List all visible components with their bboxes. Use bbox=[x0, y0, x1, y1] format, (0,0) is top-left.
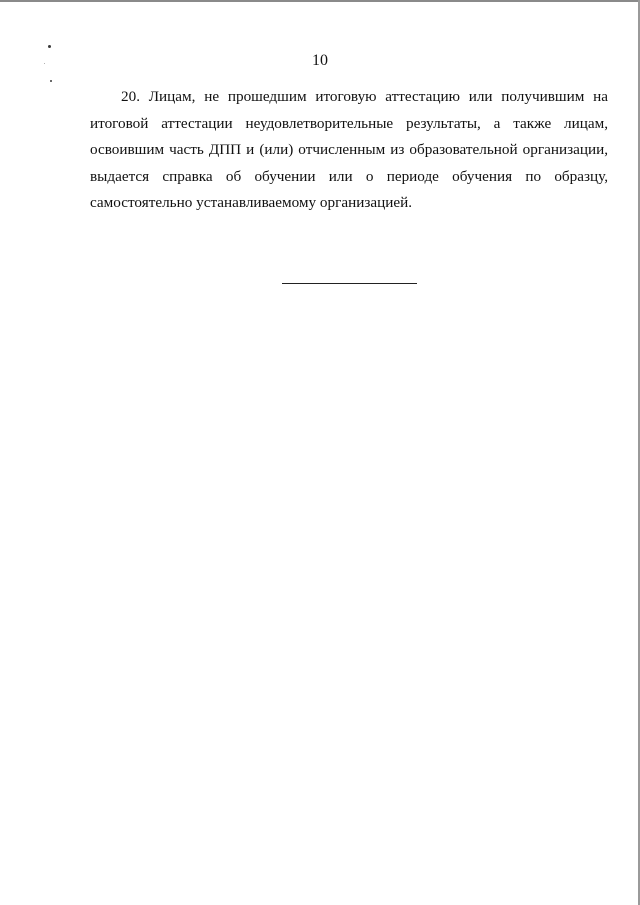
scan-top-edge bbox=[0, 0, 640, 2]
scan-speck bbox=[50, 80, 52, 82]
paragraph-20: 20. Лицам, не прошедшим итоговую аттестацию или получившим на итоговой аттестации неудовлетворительные результаты, а также лицам, освоившим часть ДПП и (или) отчисленным из образовательной организации, выдается справка об обучении или о периоде обучения по образцу, самостоятельно устанавливаемому организацией. bbox=[90, 88, 608, 211]
separator-line bbox=[282, 283, 417, 284]
page-number: 10 bbox=[312, 52, 328, 69]
scan-speck bbox=[48, 45, 51, 48]
